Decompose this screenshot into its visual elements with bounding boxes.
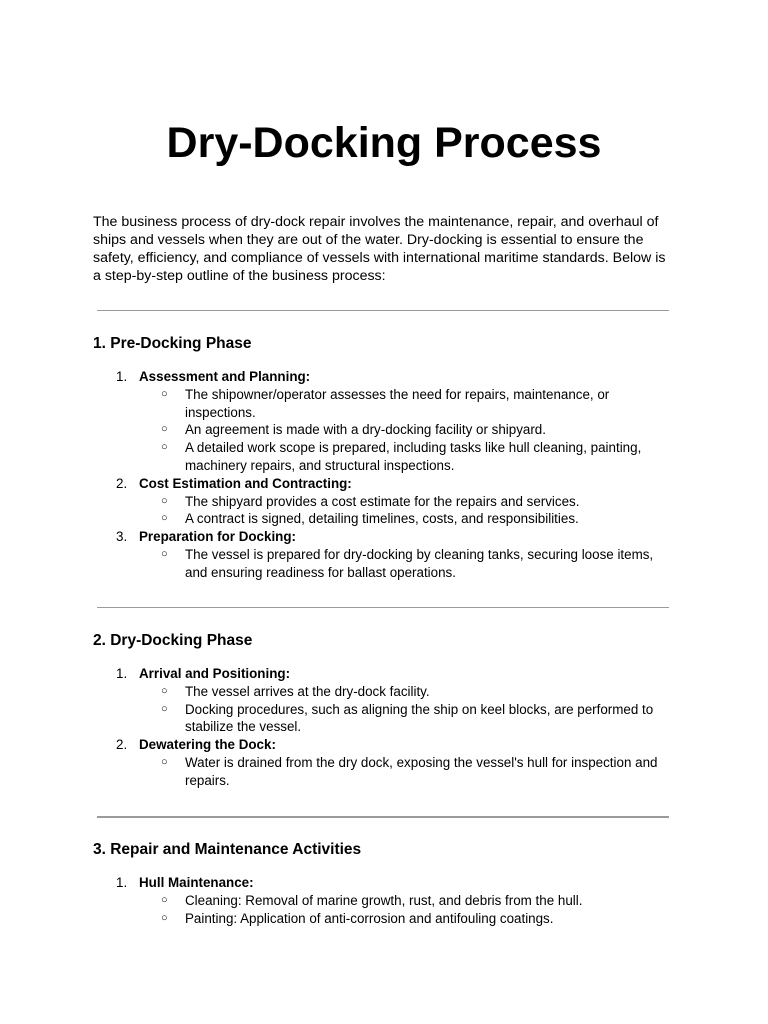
bullet-text: The vessel is prepared for dry-docking by cleaning tanks, securing loose items, and ensuring readiness for ballast operations.: [185, 546, 654, 580]
item-title: Arrival and Positioning:: [139, 666, 291, 681]
section-repair-maintenance: [93, 840, 683, 927]
bullet-item: [93, 910, 669, 928]
item-title: Preparation for Docking:: [139, 529, 296, 545]
item-title: Cost Estimation and Contracting:: [139, 475, 352, 491]
item-number: 1.: [116, 666, 128, 681]
list-item: [93, 368, 683, 475]
item-title: Hull Maintenance:: [139, 875, 254, 890]
bullet-text: Docking procedures, such as aligning the ship on keel blocks, are performed to stabilize the vessel.: [185, 701, 654, 735]
bullet-icon: ○: [161, 684, 168, 697]
bullet-item: [93, 546, 669, 582]
bullet-text: A contract is signed, detailing timelines, costs, and responsibilities.: [185, 511, 579, 527]
bullet-text: The shipowner/operator assesses the need for repairs, maintenance, or inspections.: [185, 386, 610, 420]
bullet-icon: ○: [161, 755, 168, 768]
item-number: 1.: [116, 369, 128, 384]
list-item: [93, 528, 683, 581]
list-item: [93, 475, 683, 528]
bullet-icon: ○: [161, 512, 168, 525]
section-heading: 2. Dry-Docking Phase: [93, 632, 253, 649]
bullet-text: A detailed work scope is prepared, including tasks like hull cleaning, painting, machinery repairs, and structural inspections.: [185, 440, 642, 473]
bullet-item: [93, 493, 669, 511]
bullet-list: [139, 546, 683, 582]
section-pre-docking: [93, 334, 683, 582]
bullet-text: An agreement is made with a dry-docking facility or shipyard.: [185, 422, 546, 438]
intro-paragraph: The business process of dry-dock repair involves the maintenance, repair, and overhaul of ships and vessels when they are out of the water. Dry-docking is essential to ensure the safety, efficiency, and compliance of vessels with international maritime standards. Below is a step-by-step outline of the business process:: [93, 214, 666, 284]
bullet-item: [93, 421, 669, 439]
bullet-text: Painting: Application of anti-corrosion and antifouling coatings.: [185, 910, 554, 926]
list-item: [93, 874, 683, 927]
page-title: Dry-Docking Process: [166, 119, 602, 167]
bullet-icon: ○: [161, 441, 168, 454]
bullet-item: [93, 754, 669, 790]
numbered-list: [93, 874, 683, 927]
bullet-icon: ○: [161, 911, 168, 924]
item-title: Assessment and Planning:: [139, 369, 311, 384]
section-heading: 1. Pre-Docking Phase: [93, 335, 252, 352]
section-heading: 3. Repair and Maintenance Activities: [93, 841, 362, 858]
bullet-item: [93, 892, 669, 910]
bullet-list: [139, 892, 683, 928]
bullet-list: [139, 493, 683, 529]
divider: [97, 816, 669, 818]
bullet-text: Water is drained from the dry dock, exposing the vessel's hull for inspection and repairs.: [185, 754, 658, 788]
bullet-item: [93, 683, 669, 701]
item-number: 1.: [116, 875, 128, 890]
bullet-item: [93, 701, 669, 737]
bullet-icon: ○: [161, 387, 168, 400]
bullet-text: Cleaning: Removal of marine growth, rust, and debris from the hull.: [185, 892, 583, 908]
bullet-item: [93, 510, 669, 528]
section-dry-docking: [93, 631, 683, 790]
list-item: [93, 665, 683, 736]
bullet-icon: ○: [161, 423, 168, 436]
bullet-icon: ○: [161, 547, 168, 560]
bullet-list: [139, 754, 683, 790]
list-item: [93, 736, 683, 789]
divider: [97, 607, 669, 608]
divider: [97, 310, 669, 311]
bullet-icon: ○: [161, 702, 168, 715]
item-number: 3.: [116, 529, 128, 545]
bullet-item: [93, 439, 669, 475]
bullet-icon: ○: [161, 893, 168, 906]
bullet-item: [93, 386, 669, 422]
item-title: Dewatering the Dock:: [139, 737, 276, 753]
bullet-list: [139, 683, 683, 736]
item-number: 2.: [116, 737, 128, 753]
numbered-list: [93, 368, 683, 582]
bullet-list: [139, 386, 683, 475]
bullet-icon: ○: [161, 494, 168, 507]
numbered-list: [93, 665, 683, 790]
bullet-text: The vessel arrives at the dry-dock facility.: [185, 683, 430, 699]
item-number: 2.: [116, 475, 128, 491]
bullet-text: The shipyard provides a cost estimate for the repairs and services.: [185, 493, 580, 509]
